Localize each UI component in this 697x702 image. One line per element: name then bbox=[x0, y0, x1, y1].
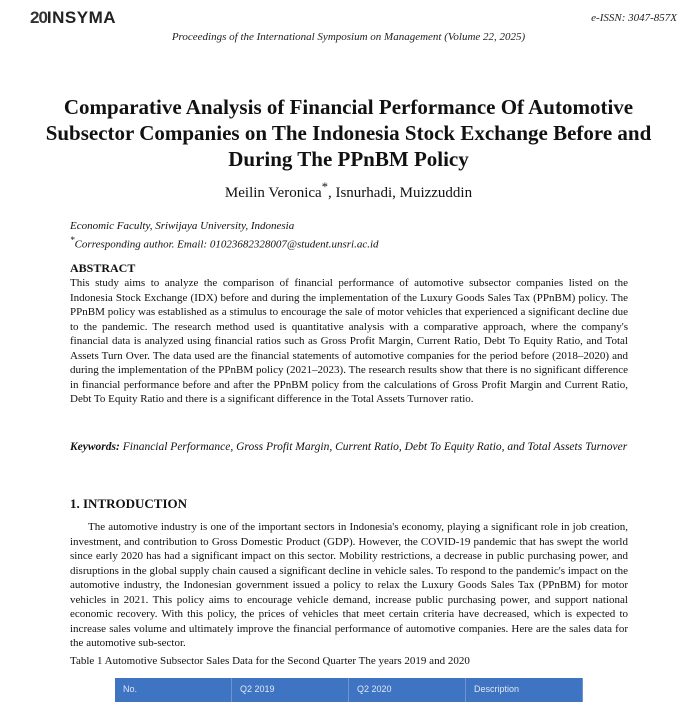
corresponding-sup: * bbox=[70, 235, 75, 245]
publisher-logo bbox=[30, 8, 116, 28]
author-list bbox=[0, 180, 697, 202]
keywords-text: Financial Performance, Gross Profit Margin, Current Ratio, Debt To Equity Ratio, and Total Assets Turnover bbox=[122, 441, 628, 453]
affiliation-line: Economic Faculty, Sriwijaya University, Indonesia bbox=[70, 220, 295, 232]
keywords-label: Keywords: bbox=[70, 441, 120, 453]
table-caption: Table 1 Automotive Subsector Sales Data for the Second Quarter The years 2019 and 2020 bbox=[70, 655, 470, 667]
abstract-heading: ABSTRACT bbox=[70, 261, 136, 275]
introduction-text: The automotive industry is one of the important sectors in Indonesia's economy, playing a significant role in job creation, investment, and contribution to Gross Domestic Product (GDP). However, the COVID-19 pandemic that has swept the world since early 2020 has had a significant impact on this sector. Mobility restrictions, a decrease in public purchasing power, and disruptions in the global supply chain caused a significant decline in vehicle sales. To respond to the pandemic's impact on the automotive industry, the Indonesian government issued a policy to relax the Luxury Goods Sales Tax (PPnBM) for motor vehicles in 2021. This policy aims to encourage vehicle demand, increase public purchasing power, and support national economic recovery. With this policy, the prices of vehicles that meet certain criteria have decreased, which is expected to increase sales volume and ultimately improve the financial performance of automotive companies. Here are the sales data for the automotive sub-sector. bbox=[70, 521, 628, 649]
corresponding-mark: * bbox=[321, 180, 328, 194]
table-col-2020: Q2 2020 bbox=[349, 678, 466, 702]
abstract-text: This study aims to analyze the comparison of financial performance of automotive subsector companies listed on the Indonesia Stock Exchange (IDX) before and during the implementation of the Luxury Goods Sales Tax (PPnBM) policy. The PPnBM policy was established as a stimulus to encourage the sale of motor vehicles that experienced a significant decline due to the pandemic. The research method used is quantitative analysis with a comparative approach, where the company's financial data is analyzed using financial ratios such as Gross Profit Margin, Current Ratio, Debt To Equity Ratio, and Total Assets Turn Over. The data used are the financial statements of automotive companies for the period before (2018–2020) and during the implementation of the PPnBM policy (2021–2023). The research results show that there is no significant difference in financial performance before and after the PPnBM policy from the calculations of Gross Profit Margin and Current Ratio, Debt To Equity Ratio and there is a significant difference in the Total Assets Turnover ratio. bbox=[70, 277, 628, 405]
table-header-row bbox=[115, 678, 583, 702]
corresponding-email: Corresponding author. Email: 01023682328007@student.unsri.ac.id bbox=[74, 238, 379, 251]
keywords bbox=[70, 440, 628, 455]
logo-mark: 20 bbox=[30, 8, 47, 27]
introduction-heading: 1. INTRODUCTION bbox=[70, 496, 188, 511]
table-col-no: No. bbox=[115, 678, 232, 702]
logo-text: INSYMA bbox=[46, 8, 117, 27]
table-col-2019: Q2 2019 bbox=[232, 678, 349, 702]
paper-title: Comparative Analysis of Financial Performance Of Automotive Subsector Companies on The Indonesia Stock Exchange Before and During The PPnBM Policy bbox=[45, 95, 652, 171]
corresponding-line bbox=[70, 233, 379, 252]
affiliation-block bbox=[70, 219, 379, 252]
co-authors: , Isnurhadi, Muizzuddin bbox=[327, 185, 473, 201]
journal-title: Proceedings of the International Symposium on Management (Volume 22, 2025) bbox=[171, 31, 526, 43]
issn: e-ISSN: 3047-857X bbox=[591, 12, 677, 24]
first-author: Meilin Veronica bbox=[224, 185, 322, 201]
table-col-description: Description bbox=[466, 678, 583, 702]
